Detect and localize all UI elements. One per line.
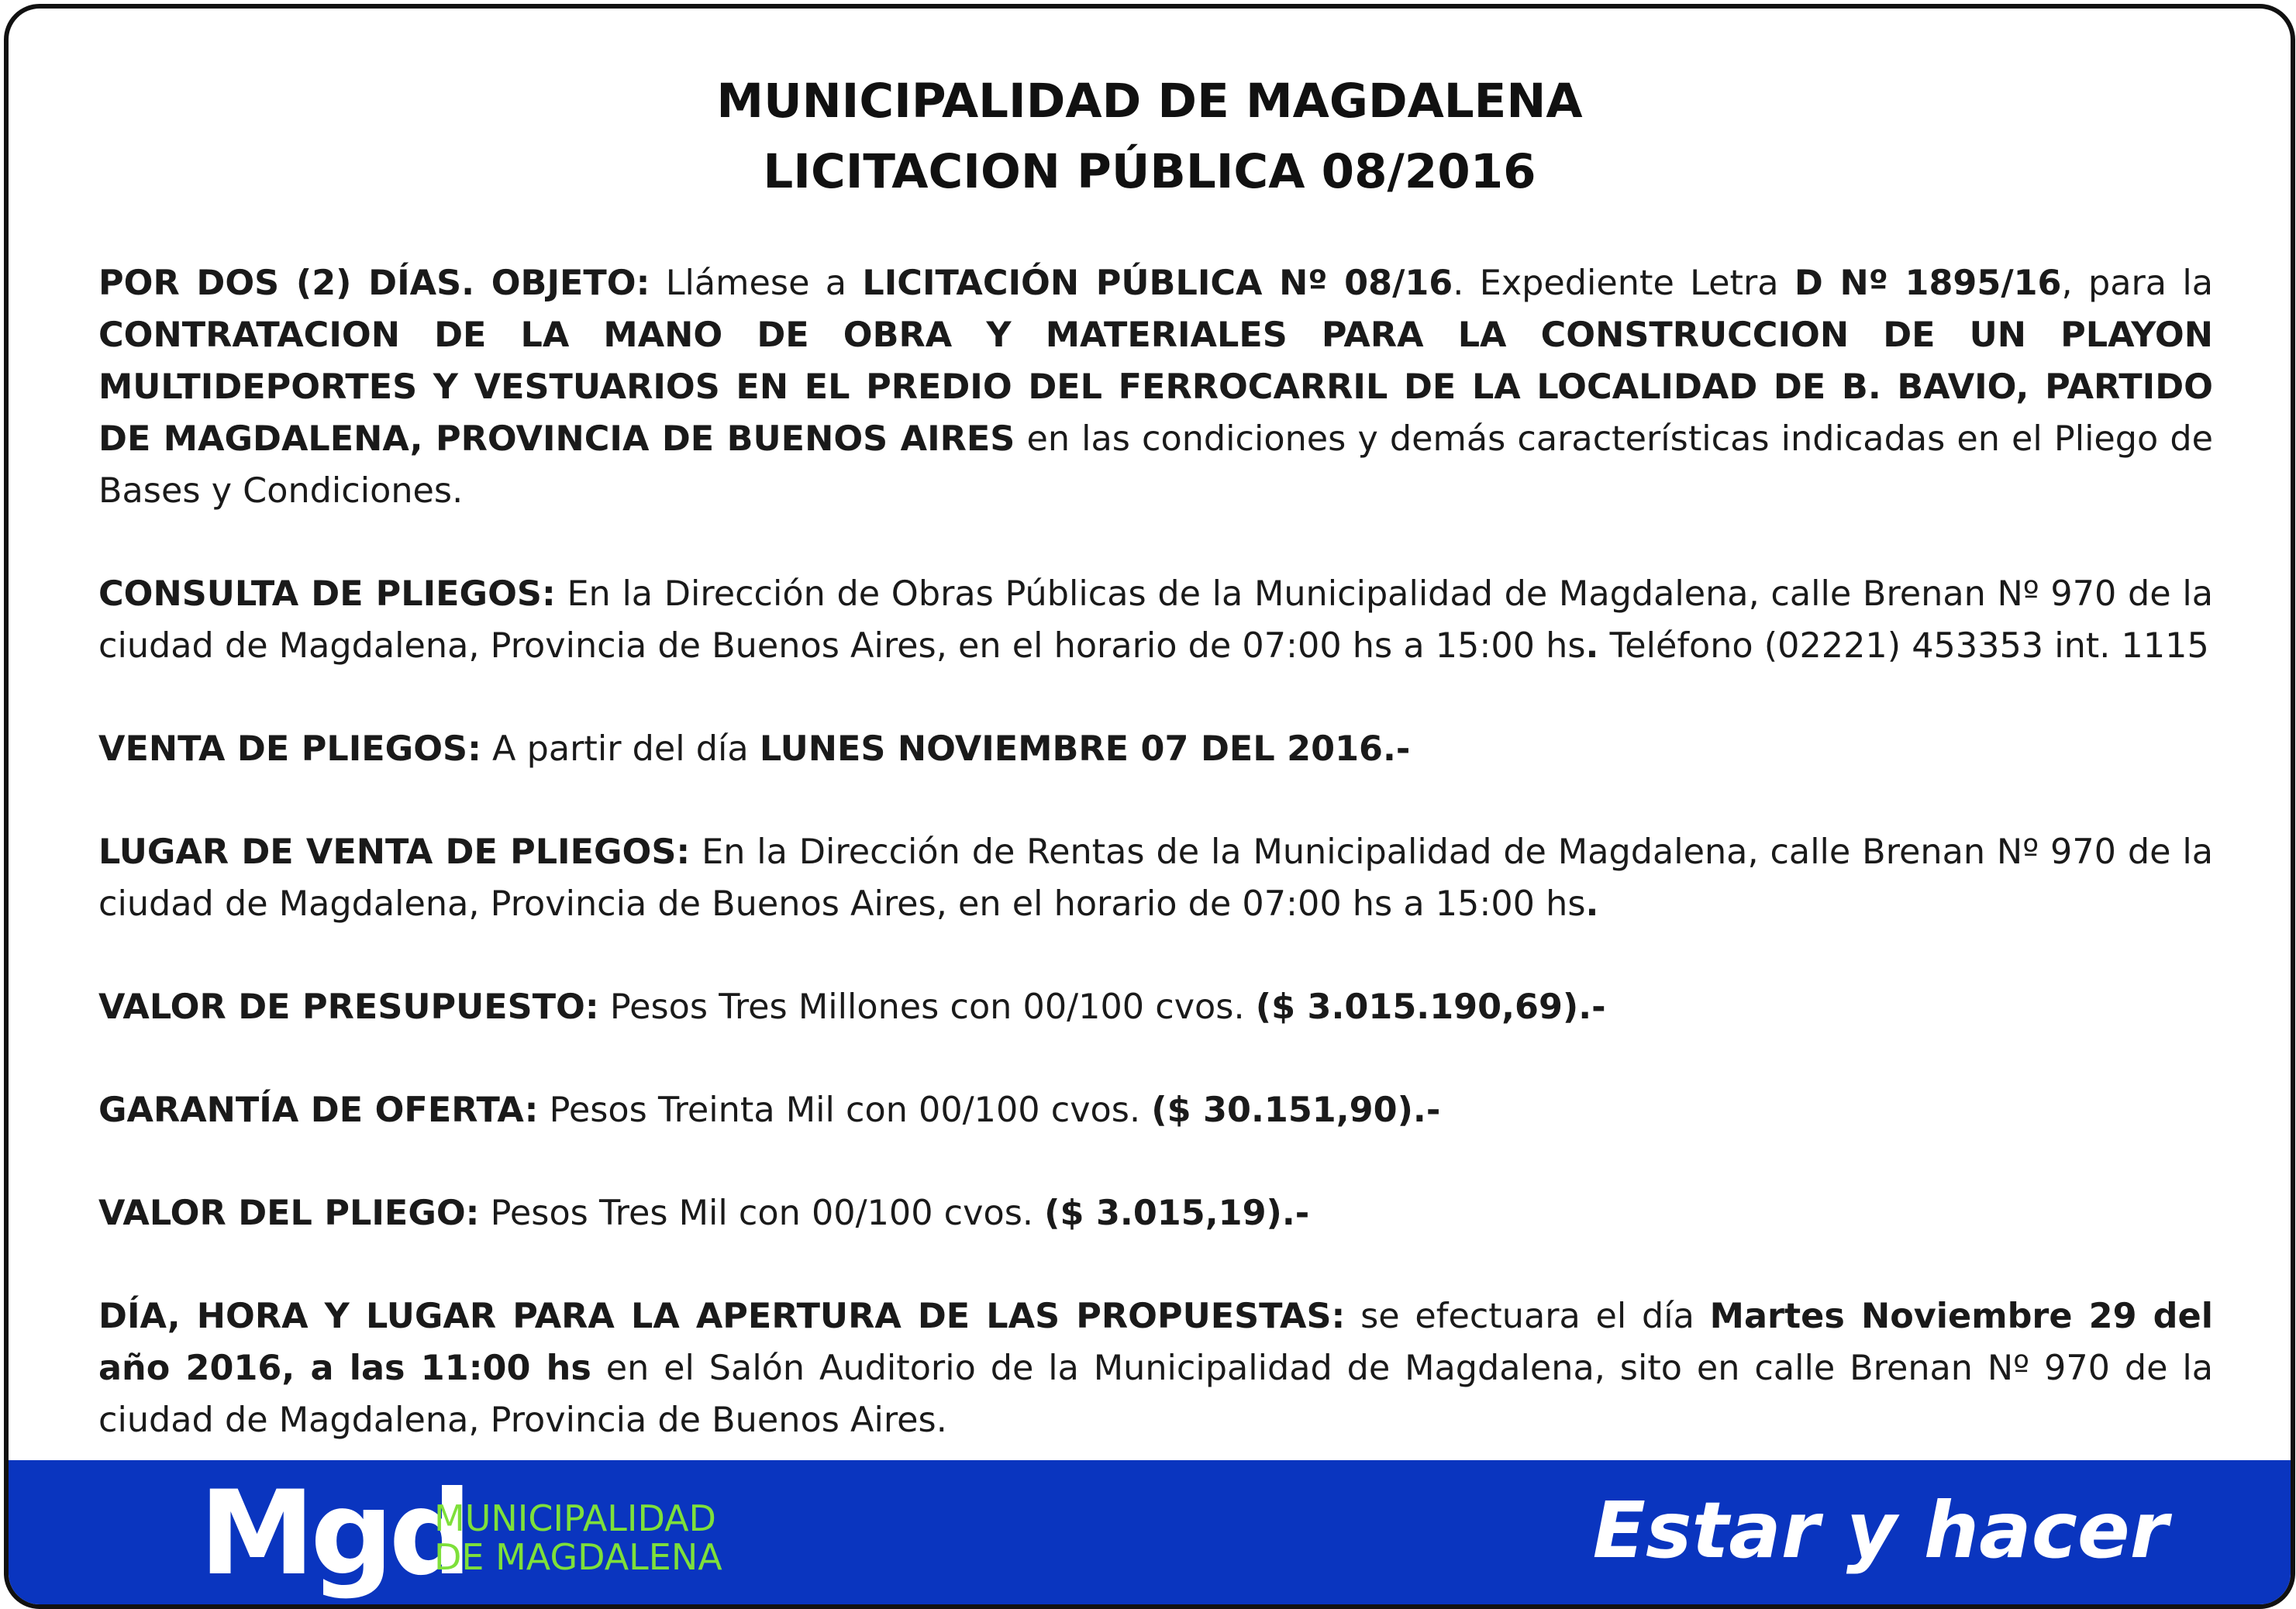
paragraph-venta	[98, 723, 2213, 775]
paragraph-apertura	[98, 1290, 2213, 1446]
consulta-label: CONSULTA DE PLIEGOS:	[98, 574, 556, 614]
pliego-text: Pesos Tres Mil con 00/100 cvos.	[479, 1194, 1045, 1233]
apertura-text: se efectuara el día	[1345, 1297, 1710, 1336]
consulta-text: En la Dirección de Obras Públicas de la Municipalidad de Magdalena, calle Brenan Nº 970 de la ciudad de Magdalena, Provincia de Buenos Aires, en el horario de 07:00 hs a 15:00 hs	[98, 574, 2213, 666]
slogan: Estar y hacer	[1592, 1485, 2168, 1576]
logo-line-1: MUNICIPALIDAD	[434, 1497, 716, 1539]
paragraph-garantia	[98, 1084, 2213, 1136]
pliego-label: VALOR DEL PLIEGO:	[98, 1194, 480, 1233]
notice-body	[98, 257, 2213, 1497]
licitacion-number: LICITACIÓN PÚBLICA Nº 08/16	[862, 264, 1453, 303]
expediente-number: D Nº 1895/16	[1794, 264, 2062, 303]
header-subtitle: LICITACION PÚBLICA 08/2016	[763, 144, 1536, 199]
garantia-text: Pesos Treinta Mil con 00/100 cvos.	[538, 1090, 1152, 1130]
lugar-venta-dot: .	[1585, 884, 1599, 924]
paragraph-presupuesto	[98, 981, 2213, 1033]
paragraph-pliego	[98, 1187, 2213, 1239]
header-title: MUNICIPALIDAD DE MAGDALENA	[716, 74, 1583, 129]
consulta-phone: Teléfono (02221) 453353 int. 1115	[1598, 626, 2209, 666]
objeto-description: CONTRATACION DE LA MANO DE OBRA Y MATERIALES PARA LA CONSTRUCCION DE UN PLAYON MULTIDEPORTES Y VESTUARIOS EN EL PREDIO DEL FERROCARRIL DE LA LOCALIDAD DE B. BAVIO, PARTIDO DE MAGDALENA, PROVINCIA DE BUENOS AIRES	[98, 315, 2213, 459]
paragraph-consulta	[98, 568, 2213, 672]
venta-text: A partir del día	[481, 729, 760, 769]
presupuesto-value: ($ 3.015.190,69).-	[1255, 987, 1606, 1027]
objeto-text-2: . Expediente Letra	[1453, 264, 1794, 303]
paragraph-lugar-venta	[98, 826, 2213, 930]
venta-label: VENTA DE PLIEGOS:	[98, 729, 481, 769]
notice-frame	[4, 4, 2295, 1609]
lugar-venta-label: LUGAR DE VENTA DE PLIEGOS:	[98, 832, 691, 872]
garantia-value: ($ 30.151,90).-	[1151, 1090, 1441, 1130]
pliego-value: ($ 3.015,19).-	[1044, 1194, 1310, 1233]
objeto-text-4: en las condiciones y demás características indicadas en el Pliego de Bases y Condiciones.	[98, 419, 2213, 511]
presupuesto-label: VALOR DE PRESUPUESTO:	[98, 987, 599, 1027]
objeto-text-3: , para la	[2061, 264, 2214, 303]
footer-band	[9, 1460, 2291, 1604]
lugar-venta-text: En la Dirección de Rentas de la Municipalidad de Magdalena, calle Brenan Nº 970 de la ciudad de Magdalena, Provincia de Buenos Aires, en el horario de 07:00 hs a 15:00 hs	[98, 832, 2213, 924]
logo-line-2: DE MAGDALENA	[434, 1536, 722, 1578]
logo-wordmark	[434, 1499, 722, 1576]
apertura-label: DÍA, HORA Y LUGAR PARA LA APERTURA DE LAS PROPUESTAS:	[98, 1297, 1346, 1336]
apertura-place: en el Salón Auditorio de la Municipalidad de Magdalena, sito en calle Brenan Nº 970 de la ciudad de Magdalena, Provincia de Buenos Aires.	[98, 1349, 2213, 1440]
consulta-dot: .	[1585, 626, 1599, 666]
paragraph-objeto	[98, 257, 2213, 517]
garantia-label: GARANTÍA DE OFERTA:	[98, 1090, 539, 1130]
mgd-logo-mark: Mgd	[199, 1466, 468, 1601]
objeto-text-1: Llámese a	[650, 264, 863, 303]
notice-header	[9, 66, 2291, 207]
presupuesto-text: Pesos Tres Millones con 00/100 cvos.	[598, 987, 1256, 1027]
venta-date: LUNES NOVIEMBRE 07 DEL 2016.-	[759, 729, 1411, 769]
objeto-label: POR DOS (2) DÍAS. OBJETO:	[98, 264, 650, 303]
apertura-date: Martes Noviembre 29 del año 2016, a las 11:00 hs	[98, 1297, 2213, 1388]
